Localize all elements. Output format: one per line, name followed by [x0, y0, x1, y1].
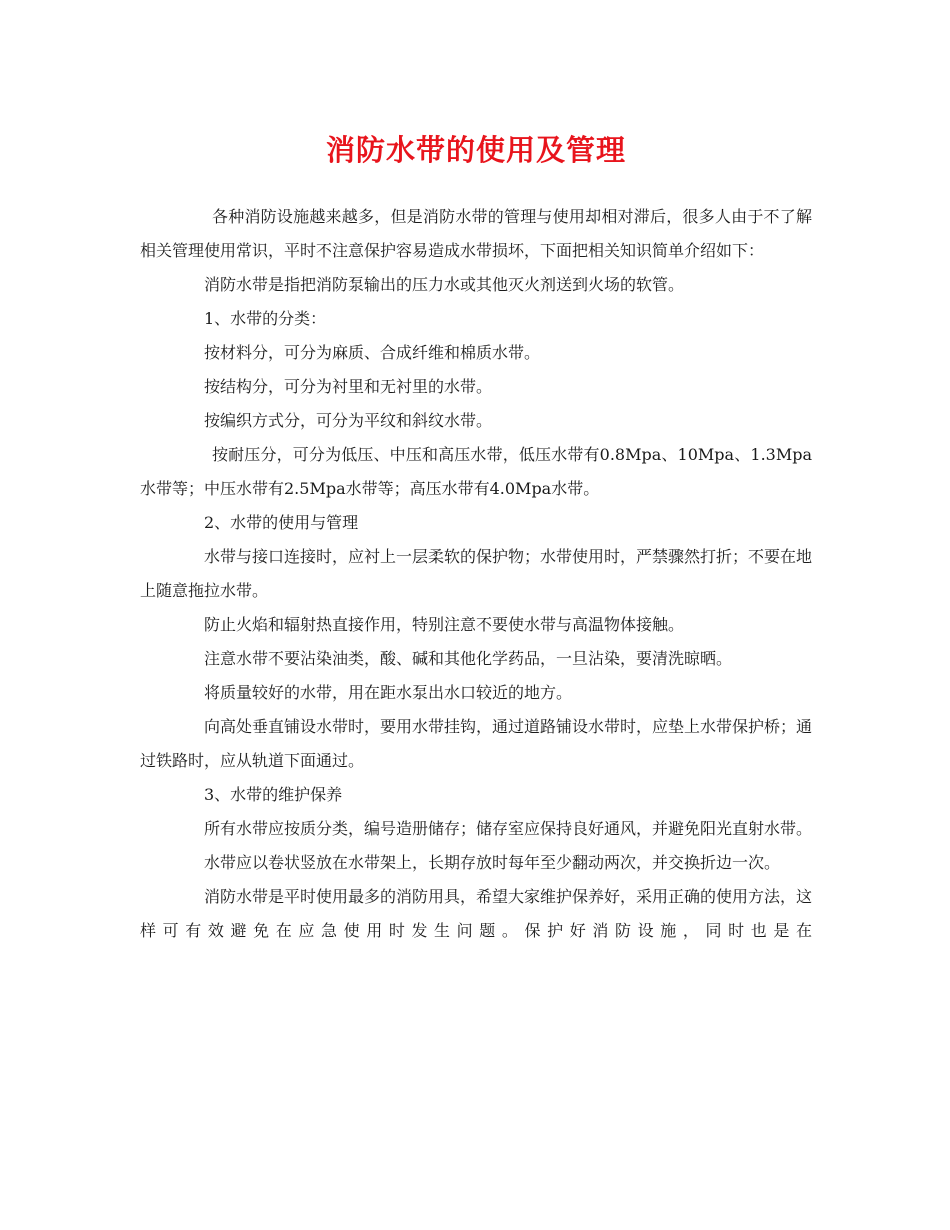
paragraph-by-weave: 按编织方式分，可分为平纹和斜纹水带。 — [204, 411, 493, 430]
document-body — [140, 200, 812, 948]
paragraph-maintenance-rolling: 水带应以卷状竖放在水带架上，长期存放时每年至少翻动两次，并交换折边一次。 — [204, 853, 781, 872]
document-page — [140, 0, 812, 948]
paragraph-usage-quality: 将质量较好的水带，用在距水泵出水口较近的地方。 — [204, 683, 573, 702]
paragraph-by-pressure: 按耐压分，可分为低压、中压和高压水带，低压水带有0.8Mpa、10Mpa、1.3Mpa水带等；中压水带有2.5Mpa水带等；高压水带有4.0Mpa水带。 — [140, 445, 812, 498]
section-heading-usage: 2、水带的使用与管理 — [204, 513, 359, 532]
document-title: 消防水带的使用及管理 — [325, 133, 626, 167]
paragraph-intro: 各种消防设施越来越多，但是消防水带的管理与使用却相对滞后，很多人由于不了解相关管理使用常识，平时不注意保护容易造成水带损坏，下面把相关知识简单介绍如下： — [140, 207, 812, 260]
section-heading-classification: 1、水带的分类： — [204, 309, 327, 328]
paragraph-by-structure: 按结构分，可分为衬里和无衬里的水带。 — [204, 377, 493, 396]
paragraph-usage-connection: 水带与接口连接时，应衬上一层柔软的保护物；水带使用时，严禁骤然打折；不要在地上随意拖拉水带。 — [140, 547, 813, 600]
paragraph-by-material: 按材料分，可分为麻质、合成纤维和棉质水带。 — [204, 343, 541, 362]
section-heading-maintenance: 3、水带的维护保养 — [204, 785, 343, 804]
paragraph-conclusion: 消防水带是平时使用最多的消防用具，希望大家维护保养好，采用正确的使用方法，这样可有效避免在应急使用时发生问题。保护好消防设施，同时也是在 — [140, 887, 813, 940]
paragraph-definition: 消防水带是指把消防泵输出的压力水或其他灭火剂送到火场的软管。 — [204, 275, 685, 294]
paragraph-usage-laying: 向高处垂直铺设水带时，要用水带挂钩，通过道路铺设水带时，应垫上水带保护桥；通过铁路时，应从轨道下面通过。 — [140, 717, 813, 770]
paragraph-usage-heat: 防止火焰和辐射热直接作用，特别注意不要使水带与高温物体接触。 — [204, 615, 685, 634]
paragraph-maintenance-storage: 所有水带应按质分类，编号造册储存；储存室应保持良好通风，并避免阳光直射水带。 — [204, 819, 813, 838]
paragraph-usage-chemicals: 注意水带不要沾染油类，酸、碱和其他化学药品，一旦沾染，要清洗晾晒。 — [204, 649, 733, 668]
